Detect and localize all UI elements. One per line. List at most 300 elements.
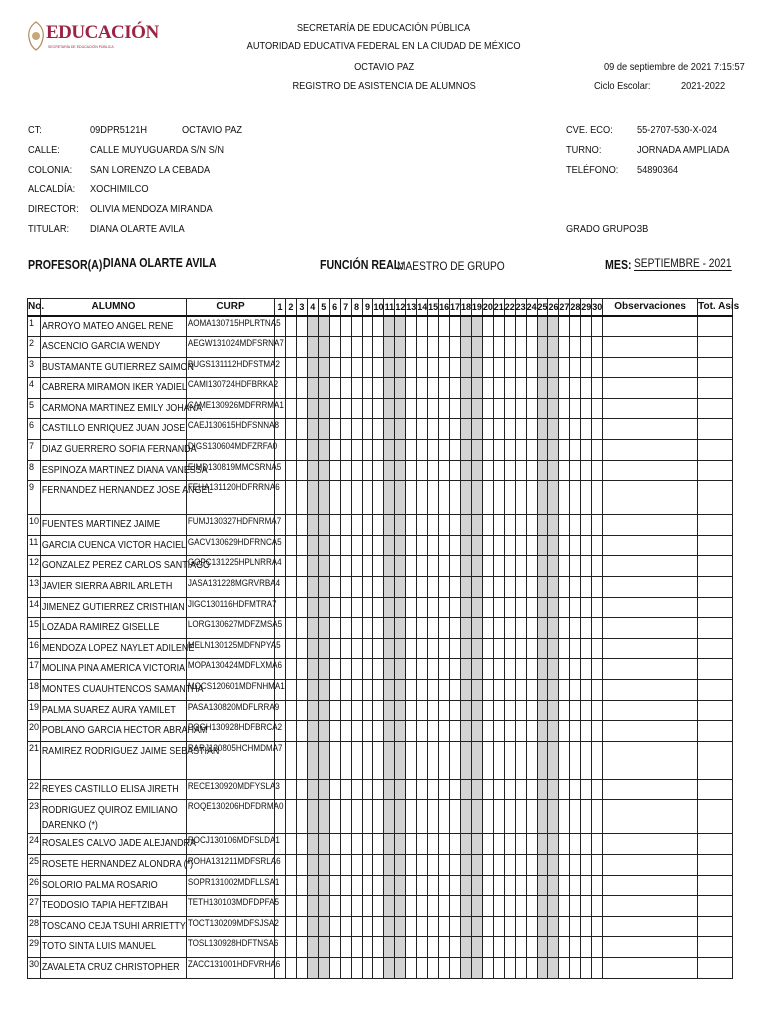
attendance-cell[interactable] xyxy=(515,460,526,481)
attendance-cell[interactable] xyxy=(537,398,548,419)
attendance-cell[interactable] xyxy=(548,440,559,461)
attendance-cell[interactable] xyxy=(318,460,329,481)
attendance-cell[interactable] xyxy=(351,834,362,855)
attendance-cell[interactable] xyxy=(417,618,428,639)
attendance-cell[interactable] xyxy=(329,440,340,461)
attendance-cell[interactable] xyxy=(406,419,417,440)
attendance-cell[interactable] xyxy=(439,779,450,800)
attendance-cell[interactable] xyxy=(526,481,537,515)
attendance-cell[interactable] xyxy=(362,419,373,440)
attendance-cell[interactable] xyxy=(439,535,450,556)
attendance-cell[interactable] xyxy=(504,440,515,461)
attendance-cell[interactable] xyxy=(504,896,515,917)
attendance-cell[interactable] xyxy=(296,316,307,337)
attendance-cell[interactable] xyxy=(318,834,329,855)
attendance-cell[interactable] xyxy=(570,800,581,834)
attendance-cell[interactable] xyxy=(406,357,417,378)
attendance-cell[interactable] xyxy=(395,896,406,917)
attendance-cell[interactable] xyxy=(285,357,296,378)
attendance-cell[interactable] xyxy=(362,779,373,800)
attendance-cell[interactable] xyxy=(515,875,526,896)
attendance-cell[interactable] xyxy=(296,834,307,855)
attendance-cell[interactable] xyxy=(592,460,603,481)
attendance-cell[interactable] xyxy=(504,618,515,639)
attendance-cell[interactable] xyxy=(493,937,504,958)
attendance-cell[interactable] xyxy=(351,779,362,800)
attendance-cell[interactable] xyxy=(504,680,515,701)
attendance-cell[interactable] xyxy=(362,854,373,875)
attendance-cell[interactable] xyxy=(296,357,307,378)
attendance-cell[interactable] xyxy=(329,481,340,515)
attendance-cell[interactable] xyxy=(340,800,351,834)
attendance-cell[interactable] xyxy=(340,741,351,779)
attendance-cell[interactable] xyxy=(428,419,439,440)
attendance-cell[interactable] xyxy=(581,398,592,419)
attendance-cell[interactable] xyxy=(559,337,570,358)
attendance-cell[interactable] xyxy=(307,419,318,440)
attendance-cell[interactable] xyxy=(329,854,340,875)
attendance-cell[interactable] xyxy=(548,700,559,721)
attendance-cell[interactable] xyxy=(362,337,373,358)
attendance-cell[interactable] xyxy=(581,834,592,855)
attendance-cell[interactable] xyxy=(537,957,548,978)
attendance-cell[interactable] xyxy=(428,937,439,958)
attendance-cell[interactable] xyxy=(493,957,504,978)
attendance-cell[interactable] xyxy=(537,577,548,598)
attendance-cell[interactable] xyxy=(307,800,318,834)
attendance-cell[interactable] xyxy=(559,357,570,378)
attendance-cell[interactable] xyxy=(307,957,318,978)
attendance-cell[interactable] xyxy=(581,779,592,800)
attendance-cell[interactable] xyxy=(362,800,373,834)
attendance-cell[interactable] xyxy=(504,357,515,378)
attendance-cell[interactable] xyxy=(515,515,526,536)
attendance-cell[interactable] xyxy=(428,957,439,978)
attendance-cell[interactable] xyxy=(428,659,439,680)
attendance-cell[interactable] xyxy=(318,659,329,680)
attendance-cell[interactable] xyxy=(526,937,537,958)
observaciones-cell[interactable] xyxy=(603,337,698,358)
attendance-cell[interactable] xyxy=(548,535,559,556)
attendance-cell[interactable] xyxy=(504,916,515,937)
attendance-cell[interactable] xyxy=(417,556,428,577)
attendance-cell[interactable] xyxy=(340,556,351,577)
attendance-cell[interactable] xyxy=(450,618,461,639)
attendance-cell[interactable] xyxy=(537,337,548,358)
attendance-cell[interactable] xyxy=(548,937,559,958)
observaciones-cell[interactable] xyxy=(603,875,698,896)
attendance-cell[interactable] xyxy=(559,834,570,855)
attendance-cell[interactable] xyxy=(428,535,439,556)
attendance-cell[interactable] xyxy=(450,556,461,577)
observaciones-cell[interactable] xyxy=(603,659,698,680)
attendance-cell[interactable] xyxy=(548,896,559,917)
attendance-cell[interactable] xyxy=(548,597,559,618)
attendance-cell[interactable] xyxy=(471,854,482,875)
attendance-cell[interactable] xyxy=(307,741,318,779)
attendance-cell[interactable] xyxy=(406,638,417,659)
observaciones-cell[interactable] xyxy=(603,481,698,515)
attendance-cell[interactable] xyxy=(504,378,515,399)
attendance-cell[interactable] xyxy=(482,854,493,875)
attendance-cell[interactable] xyxy=(548,779,559,800)
attendance-cell[interactable] xyxy=(515,481,526,515)
attendance-cell[interactable] xyxy=(439,515,450,536)
attendance-cell[interactable] xyxy=(559,854,570,875)
attendance-cell[interactable] xyxy=(493,834,504,855)
attendance-cell[interactable] xyxy=(439,481,450,515)
attendance-cell[interactable] xyxy=(296,957,307,978)
attendance-cell[interactable] xyxy=(285,556,296,577)
attendance-cell[interactable] xyxy=(395,875,406,896)
attendance-cell[interactable] xyxy=(340,460,351,481)
attendance-cell[interactable] xyxy=(318,398,329,419)
attendance-cell[interactable] xyxy=(285,419,296,440)
attendance-cell[interactable] xyxy=(471,577,482,598)
attendance-cell[interactable] xyxy=(384,515,395,536)
attendance-cell[interactable] xyxy=(482,337,493,358)
attendance-cell[interactable] xyxy=(428,378,439,399)
attendance-cell[interactable] xyxy=(493,515,504,536)
attendance-cell[interactable] xyxy=(548,460,559,481)
attendance-cell[interactable] xyxy=(318,875,329,896)
attendance-cell[interactable] xyxy=(559,618,570,639)
attendance-cell[interactable] xyxy=(362,659,373,680)
attendance-cell[interactable] xyxy=(351,481,362,515)
attendance-cell[interactable] xyxy=(504,875,515,896)
attendance-cell[interactable] xyxy=(439,577,450,598)
attendance-cell[interactable] xyxy=(318,337,329,358)
attendance-cell[interactable] xyxy=(537,460,548,481)
attendance-cell[interactable] xyxy=(428,779,439,800)
attendance-cell[interactable] xyxy=(406,875,417,896)
attendance-cell[interactable] xyxy=(515,597,526,618)
attendance-cell[interactable] xyxy=(362,618,373,639)
attendance-cell[interactable] xyxy=(537,680,548,701)
attendance-cell[interactable] xyxy=(439,398,450,419)
attendance-cell[interactable] xyxy=(504,597,515,618)
attendance-cell[interactable] xyxy=(318,638,329,659)
attendance-cell[interactable] xyxy=(450,937,461,958)
attendance-cell[interactable] xyxy=(428,597,439,618)
attendance-cell[interactable] xyxy=(395,854,406,875)
attendance-cell[interactable] xyxy=(362,937,373,958)
attendance-cell[interactable] xyxy=(515,618,526,639)
attendance-cell[interactable] xyxy=(318,618,329,639)
attendance-cell[interactable] xyxy=(548,680,559,701)
attendance-cell[interactable] xyxy=(460,515,471,536)
attendance-cell[interactable] xyxy=(493,460,504,481)
attendance-cell[interactable] xyxy=(340,316,351,337)
attendance-cell[interactable] xyxy=(526,577,537,598)
attendance-cell[interactable] xyxy=(395,398,406,419)
attendance-cell[interactable] xyxy=(428,316,439,337)
attendance-cell[interactable] xyxy=(504,800,515,834)
attendance-cell[interactable] xyxy=(373,460,384,481)
attendance-cell[interactable] xyxy=(592,854,603,875)
attendance-cell[interactable] xyxy=(537,854,548,875)
attendance-cell[interactable] xyxy=(351,515,362,536)
attendance-cell[interactable] xyxy=(526,834,537,855)
attendance-cell[interactable] xyxy=(592,896,603,917)
attendance-cell[interactable] xyxy=(351,398,362,419)
attendance-cell[interactable] xyxy=(482,577,493,598)
attendance-cell[interactable] xyxy=(428,556,439,577)
attendance-cell[interactable] xyxy=(340,398,351,419)
observaciones-cell[interactable] xyxy=(603,535,698,556)
attendance-cell[interactable] xyxy=(581,378,592,399)
attendance-cell[interactable] xyxy=(285,937,296,958)
attendance-cell[interactable] xyxy=(526,440,537,461)
attendance-cell[interactable] xyxy=(384,659,395,680)
attendance-cell[interactable] xyxy=(471,460,482,481)
attendance-cell[interactable] xyxy=(373,419,384,440)
attendance-cell[interactable] xyxy=(296,419,307,440)
attendance-cell[interactable] xyxy=(515,741,526,779)
attendance-cell[interactable] xyxy=(592,834,603,855)
attendance-cell[interactable] xyxy=(406,854,417,875)
attendance-cell[interactable] xyxy=(417,597,428,618)
attendance-cell[interactable] xyxy=(450,460,461,481)
attendance-cell[interactable] xyxy=(395,316,406,337)
attendance-cell[interactable] xyxy=(296,916,307,937)
attendance-cell[interactable] xyxy=(296,556,307,577)
attendance-cell[interactable] xyxy=(329,875,340,896)
observaciones-cell[interactable] xyxy=(603,721,698,742)
attendance-cell[interactable] xyxy=(384,800,395,834)
attendance-cell[interactable] xyxy=(373,957,384,978)
attendance-cell[interactable] xyxy=(362,440,373,461)
attendance-cell[interactable] xyxy=(318,916,329,937)
attendance-cell[interactable] xyxy=(559,378,570,399)
attendance-cell[interactable] xyxy=(515,680,526,701)
attendance-cell[interactable] xyxy=(395,556,406,577)
attendance-cell[interactable] xyxy=(406,440,417,461)
attendance-cell[interactable] xyxy=(428,916,439,937)
attendance-cell[interactable] xyxy=(307,721,318,742)
attendance-cell[interactable] xyxy=(373,638,384,659)
attendance-cell[interactable] xyxy=(460,618,471,639)
attendance-cell[interactable] xyxy=(471,721,482,742)
attendance-cell[interactable] xyxy=(384,419,395,440)
attendance-cell[interactable] xyxy=(373,741,384,779)
attendance-cell[interactable] xyxy=(417,659,428,680)
attendance-cell[interactable] xyxy=(471,597,482,618)
attendance-cell[interactable] xyxy=(395,357,406,378)
attendance-cell[interactable] xyxy=(460,337,471,358)
attendance-cell[interactable] xyxy=(515,419,526,440)
attendance-cell[interactable] xyxy=(417,721,428,742)
attendance-cell[interactable] xyxy=(581,440,592,461)
attendance-cell[interactable] xyxy=(428,515,439,536)
attendance-cell[interactable] xyxy=(351,854,362,875)
attendance-cell[interactable] xyxy=(428,896,439,917)
attendance-cell[interactable] xyxy=(395,638,406,659)
attendance-cell[interactable] xyxy=(285,337,296,358)
attendance-cell[interactable] xyxy=(570,916,581,937)
attendance-cell[interactable] xyxy=(417,800,428,834)
attendance-cell[interactable] xyxy=(329,597,340,618)
attendance-cell[interactable] xyxy=(548,916,559,937)
attendance-cell[interactable] xyxy=(406,937,417,958)
attendance-cell[interactable] xyxy=(460,937,471,958)
attendance-cell[interactable] xyxy=(450,440,461,461)
attendance-cell[interactable] xyxy=(482,460,493,481)
attendance-cell[interactable] xyxy=(428,481,439,515)
attendance-cell[interactable] xyxy=(285,800,296,834)
attendance-cell[interactable] xyxy=(450,378,461,399)
attendance-cell[interactable] xyxy=(318,378,329,399)
attendance-cell[interactable] xyxy=(570,618,581,639)
attendance-cell[interactable] xyxy=(482,556,493,577)
attendance-cell[interactable] xyxy=(285,316,296,337)
attendance-cell[interactable] xyxy=(307,700,318,721)
attendance-cell[interactable] xyxy=(428,357,439,378)
attendance-cell[interactable] xyxy=(296,460,307,481)
attendance-cell[interactable] xyxy=(450,779,461,800)
attendance-cell[interactable] xyxy=(362,638,373,659)
attendance-cell[interactable] xyxy=(340,481,351,515)
attendance-cell[interactable] xyxy=(592,937,603,958)
attendance-cell[interactable] xyxy=(471,398,482,419)
attendance-cell[interactable] xyxy=(395,659,406,680)
attendance-cell[interactable] xyxy=(362,834,373,855)
attendance-cell[interactable] xyxy=(362,316,373,337)
attendance-cell[interactable] xyxy=(296,779,307,800)
attendance-cell[interactable] xyxy=(450,834,461,855)
attendance-cell[interactable] xyxy=(307,779,318,800)
attendance-cell[interactable] xyxy=(471,481,482,515)
attendance-cell[interactable] xyxy=(482,721,493,742)
attendance-cell[interactable] xyxy=(395,597,406,618)
observaciones-cell[interactable] xyxy=(603,937,698,958)
attendance-cell[interactable] xyxy=(537,357,548,378)
attendance-cell[interactable] xyxy=(460,957,471,978)
attendance-cell[interactable] xyxy=(340,577,351,598)
attendance-cell[interactable] xyxy=(384,618,395,639)
attendance-cell[interactable] xyxy=(362,896,373,917)
attendance-cell[interactable] xyxy=(384,834,395,855)
attendance-cell[interactable] xyxy=(592,875,603,896)
attendance-cell[interactable] xyxy=(340,440,351,461)
attendance-cell[interactable] xyxy=(307,398,318,419)
attendance-cell[interactable] xyxy=(526,800,537,834)
attendance-cell[interactable] xyxy=(285,896,296,917)
attendance-cell[interactable] xyxy=(362,398,373,419)
attendance-cell[interactable] xyxy=(460,680,471,701)
attendance-cell[interactable] xyxy=(460,638,471,659)
attendance-cell[interactable] xyxy=(439,556,450,577)
attendance-cell[interactable] xyxy=(460,378,471,399)
attendance-cell[interactable] xyxy=(318,937,329,958)
attendance-cell[interactable] xyxy=(406,800,417,834)
attendance-cell[interactable] xyxy=(340,721,351,742)
attendance-cell[interactable] xyxy=(548,419,559,440)
attendance-cell[interactable] xyxy=(285,721,296,742)
attendance-cell[interactable] xyxy=(581,700,592,721)
attendance-cell[interactable] xyxy=(329,957,340,978)
attendance-cell[interactable] xyxy=(537,916,548,937)
attendance-cell[interactable] xyxy=(307,896,318,917)
attendance-cell[interactable] xyxy=(482,700,493,721)
attendance-cell[interactable] xyxy=(417,515,428,536)
attendance-cell[interactable] xyxy=(395,440,406,461)
attendance-cell[interactable] xyxy=(592,357,603,378)
attendance-cell[interactable] xyxy=(285,460,296,481)
attendance-cell[interactable] xyxy=(570,460,581,481)
attendance-cell[interactable] xyxy=(526,597,537,618)
attendance-cell[interactable] xyxy=(570,597,581,618)
attendance-cell[interactable] xyxy=(384,337,395,358)
attendance-cell[interactable] xyxy=(537,481,548,515)
attendance-cell[interactable] xyxy=(285,440,296,461)
attendance-cell[interactable] xyxy=(428,440,439,461)
attendance-cell[interactable] xyxy=(351,556,362,577)
attendance-cell[interactable] xyxy=(362,577,373,598)
attendance-cell[interactable] xyxy=(296,577,307,598)
attendance-cell[interactable] xyxy=(373,481,384,515)
attendance-cell[interactable] xyxy=(406,577,417,598)
attendance-cell[interactable] xyxy=(351,896,362,917)
attendance-cell[interactable] xyxy=(439,680,450,701)
attendance-cell[interactable] xyxy=(450,854,461,875)
attendance-cell[interactable] xyxy=(428,460,439,481)
observaciones-cell[interactable] xyxy=(603,957,698,978)
attendance-cell[interactable] xyxy=(384,779,395,800)
attendance-cell[interactable] xyxy=(329,618,340,639)
attendance-cell[interactable] xyxy=(296,721,307,742)
attendance-cell[interactable] xyxy=(471,957,482,978)
attendance-cell[interactable] xyxy=(526,875,537,896)
attendance-cell[interactable] xyxy=(581,659,592,680)
attendance-cell[interactable] xyxy=(406,700,417,721)
attendance-cell[interactable] xyxy=(351,577,362,598)
attendance-cell[interactable] xyxy=(439,378,450,399)
attendance-cell[interactable] xyxy=(351,378,362,399)
attendance-cell[interactable] xyxy=(307,357,318,378)
observaciones-cell[interactable] xyxy=(603,556,698,577)
attendance-cell[interactable] xyxy=(307,337,318,358)
attendance-cell[interactable] xyxy=(362,597,373,618)
attendance-cell[interactable] xyxy=(373,779,384,800)
attendance-cell[interactable] xyxy=(307,577,318,598)
attendance-cell[interactable] xyxy=(406,515,417,536)
attendance-cell[interactable] xyxy=(406,618,417,639)
attendance-cell[interactable] xyxy=(428,741,439,779)
attendance-cell[interactable] xyxy=(450,398,461,419)
attendance-cell[interactable] xyxy=(428,618,439,639)
attendance-cell[interactable] xyxy=(296,378,307,399)
attendance-cell[interactable] xyxy=(548,875,559,896)
attendance-cell[interactable] xyxy=(417,957,428,978)
attendance-cell[interactable] xyxy=(592,741,603,779)
attendance-cell[interactable] xyxy=(592,800,603,834)
attendance-cell[interactable] xyxy=(471,937,482,958)
attendance-cell[interactable] xyxy=(329,556,340,577)
attendance-cell[interactable] xyxy=(417,741,428,779)
attendance-cell[interactable] xyxy=(515,659,526,680)
attendance-cell[interactable] xyxy=(537,741,548,779)
attendance-cell[interactable] xyxy=(482,937,493,958)
attendance-cell[interactable] xyxy=(570,515,581,536)
attendance-cell[interactable] xyxy=(526,741,537,779)
attendance-cell[interactable] xyxy=(329,535,340,556)
attendance-cell[interactable] xyxy=(318,481,329,515)
attendance-cell[interactable] xyxy=(439,854,450,875)
attendance-cell[interactable] xyxy=(406,779,417,800)
attendance-cell[interactable] xyxy=(428,854,439,875)
attendance-cell[interactable] xyxy=(471,875,482,896)
